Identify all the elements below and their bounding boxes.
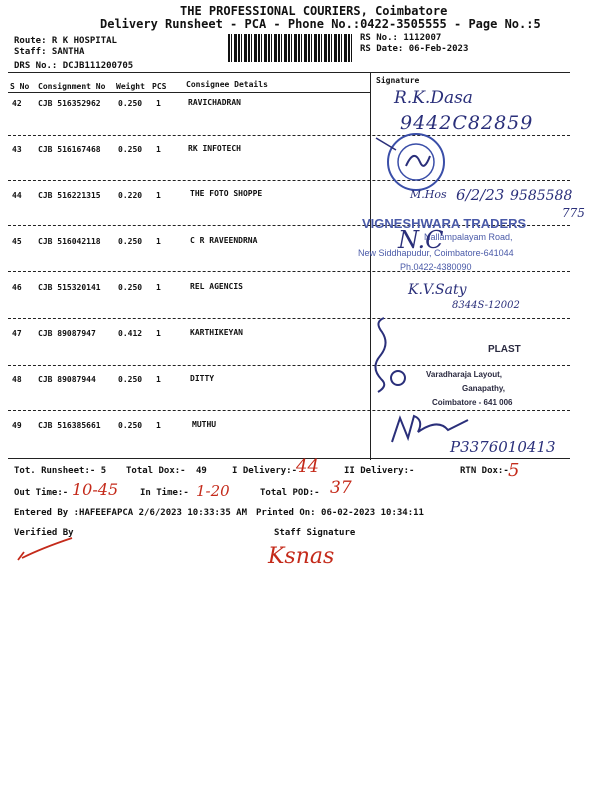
traders-stamp-line2: Nallampalayam Road, bbox=[424, 232, 513, 242]
row-consignment: CJB 515320141 bbox=[38, 283, 101, 292]
date-row44: 6/2/23 bbox=[456, 186, 505, 204]
row-sno: 48 bbox=[12, 375, 22, 384]
barcode bbox=[228, 34, 354, 62]
row-consignment: CJB 516042118 bbox=[38, 237, 101, 246]
row-pcs: 1 bbox=[156, 421, 161, 430]
row-consignment: CJB 516385661 bbox=[38, 421, 101, 430]
signature-row45: N.C bbox=[398, 226, 444, 254]
total-dox-label: Total Dox:- bbox=[126, 466, 186, 476]
row-divider bbox=[8, 365, 570, 366]
row-divider bbox=[8, 135, 570, 136]
row-sno: 47 bbox=[12, 329, 22, 338]
row-sno: 45 bbox=[12, 237, 22, 246]
total-pod-value: 37 bbox=[330, 478, 352, 498]
row-weight: 0.250 bbox=[118, 145, 143, 154]
row-pcs: 1 bbox=[156, 329, 161, 338]
tot-runsheet: Tot. Runsheet:- 5 bbox=[14, 466, 107, 476]
phone-row44: 9585588 bbox=[510, 188, 573, 204]
col-consignment: Consignment No bbox=[38, 82, 106, 91]
row-divider bbox=[8, 410, 570, 411]
phone-row46: 8344S-12002 bbox=[452, 300, 520, 311]
plast-stamp-line3: Ganapathy, bbox=[462, 384, 505, 393]
row-consignee: C R RAVEENDRNA bbox=[190, 236, 258, 245]
row-consignee: DITTY bbox=[190, 374, 215, 383]
out-time-value: 10-45 bbox=[72, 480, 119, 499]
table-bottom-border bbox=[8, 458, 570, 459]
traders-stamp-line3: New Siddhapudur, Coimbatore-641044 bbox=[358, 248, 514, 258]
traders-stamp-line1: VIGNESHWARA TRADERS bbox=[362, 216, 527, 231]
row-divider bbox=[8, 271, 570, 272]
route-label: Route: R K HOSPITAL bbox=[14, 36, 117, 46]
row-pcs: 1 bbox=[156, 283, 161, 292]
row-weight: 0.220 bbox=[118, 191, 143, 200]
phone-row49: P3376010413 bbox=[450, 438, 556, 456]
row-weight: 0.250 bbox=[118, 375, 143, 384]
signature-row46: K.V.Saty bbox=[408, 282, 467, 298]
row-consignment: CJB 516167468 bbox=[38, 145, 101, 154]
col-sno: S No bbox=[10, 82, 30, 91]
rs-number: RS No.: 1112007 bbox=[360, 33, 442, 43]
row-weight: 0.250 bbox=[118, 237, 143, 246]
plast-stamp-line2: Varadharaja Layout, bbox=[426, 370, 503, 379]
total-pod-label: Total POD:- bbox=[260, 488, 320, 498]
header-underline bbox=[8, 92, 370, 93]
row-pcs: 1 bbox=[156, 237, 161, 246]
row-pcs: 1 bbox=[156, 191, 161, 200]
rtn-dox-label: RTN Dox:- bbox=[460, 466, 509, 476]
rtn-dox-value: 5 bbox=[508, 460, 520, 481]
col-pcs: PCS bbox=[152, 82, 167, 91]
staff-signature-value: Ksnas bbox=[268, 544, 335, 569]
row-weight: 0.250 bbox=[118, 283, 143, 292]
in-time-value: 1-20 bbox=[196, 482, 230, 500]
printed-on: Printed On: 06-02-2023 10:34:11 bbox=[256, 508, 424, 518]
traders-stamp-line4: Ph.0422-4380090 bbox=[400, 262, 472, 272]
row-sno: 46 bbox=[12, 283, 22, 292]
total-dox-value: 49 bbox=[196, 466, 207, 476]
staff-label: Staff: SANTHA bbox=[14, 47, 85, 57]
col-signature: Signature bbox=[376, 76, 420, 85]
plast-stamp-line4: Coimbatore - 641 006 bbox=[432, 398, 513, 407]
row-sno: 44 bbox=[12, 191, 22, 200]
row-weight: 0.250 bbox=[118, 421, 143, 430]
out-time-label: Out Time:- bbox=[14, 488, 69, 498]
staff-signature-label: Staff Signature bbox=[274, 528, 356, 538]
row-pcs: 1 bbox=[156, 145, 161, 154]
runsheet-subtitle: Delivery Runsheet - PCA - Phone No.:0422-3505555 - Page No.:5 bbox=[100, 17, 541, 31]
ii-delivery-label: II Delivery:- bbox=[344, 466, 415, 476]
row-pcs: 1 bbox=[156, 99, 161, 108]
i-delivery-label: I Delivery:- bbox=[232, 466, 298, 476]
row-consignee: REL AGENCIS bbox=[190, 282, 243, 291]
col-consignee: Consignee Details bbox=[186, 80, 268, 89]
row-consignee: RK INFOTECH bbox=[188, 144, 241, 153]
i-delivery-value: 44 bbox=[296, 456, 319, 477]
rs-date: RS Date: 06-Feb-2023 bbox=[360, 44, 469, 54]
table-top-border bbox=[8, 72, 570, 73]
row-weight: 0.412 bbox=[118, 329, 143, 338]
signature-column-divider bbox=[370, 72, 371, 460]
row-consignment: CJB 516221315 bbox=[38, 191, 101, 200]
mhos-note: M.Hos bbox=[410, 188, 447, 201]
row-consignee: THE FOTO SHOPPE bbox=[190, 189, 263, 198]
row-pcs: 1 bbox=[156, 375, 161, 384]
row-consignment: CJB 516352962 bbox=[38, 99, 101, 108]
drs-number: DRS No.: DCJB111200705 bbox=[14, 61, 134, 71]
row-divider bbox=[8, 180, 570, 181]
courier-title: THE PROFESSIONAL COURIERS, Coimbatore bbox=[180, 4, 448, 18]
row-consignment: CJB 89087944 bbox=[38, 375, 96, 384]
row-divider bbox=[8, 318, 570, 319]
row-weight: 0.250 bbox=[118, 99, 143, 108]
bracket-mark bbox=[370, 316, 420, 396]
row-sno: 49 bbox=[12, 421, 22, 430]
plast-stamp-line1: PLAST bbox=[488, 344, 521, 355]
row-sno: 42 bbox=[12, 99, 22, 108]
row-sno: 43 bbox=[12, 145, 22, 154]
col-weight: Weight bbox=[116, 82, 145, 91]
row-consignee: MUTHU bbox=[192, 420, 217, 429]
in-time-label: In Time:- bbox=[140, 488, 189, 498]
signature-row42: R.K.Dasa bbox=[394, 88, 473, 108]
phone-row44-suffix: 775 bbox=[562, 206, 585, 220]
row-consignee: KARTHIKEYAN bbox=[190, 328, 243, 337]
phone-row42: 9442C82859 bbox=[400, 112, 534, 134]
row-consignment: CJB 89087947 bbox=[38, 329, 96, 338]
verified-by-mark bbox=[14, 532, 78, 566]
row-consignee: RAVICHADRAN bbox=[188, 98, 241, 107]
entered-by: Entered By :HAFEEFAPCA 2/6/2023 10:33:35 AM bbox=[14, 508, 247, 518]
verified-by-label: Verified By bbox=[14, 528, 74, 538]
